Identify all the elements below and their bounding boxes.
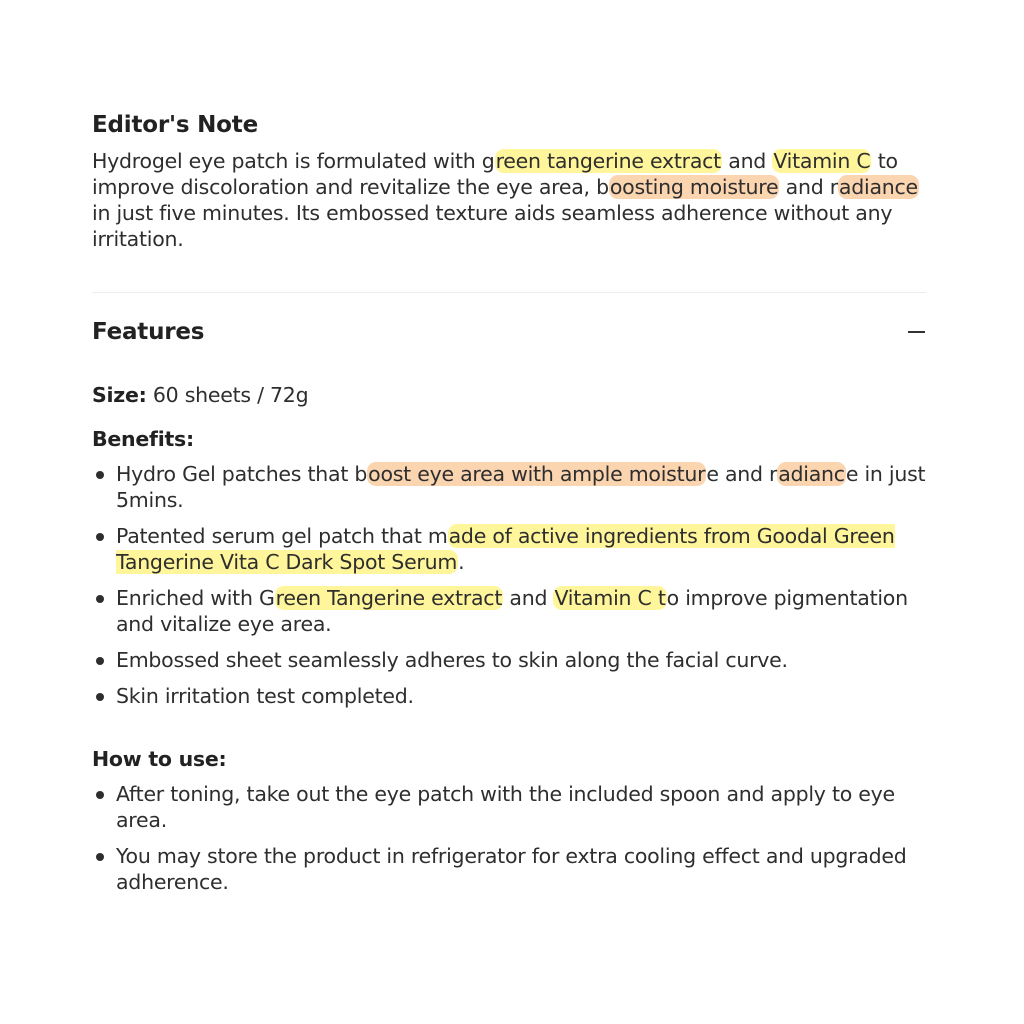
bullet-icon: [96, 533, 104, 541]
text-segment: Hydro Gel patches that b: [116, 462, 368, 486]
product-description: [92, 112, 926, 905]
text-segment: and r: [779, 175, 838, 199]
benefit-item: [92, 683, 926, 709]
size-label: Size:: [92, 383, 147, 407]
minus-icon[interactable]: [906, 322, 926, 342]
features-title: Features: [92, 319, 205, 345]
text-segment: and: [503, 586, 554, 610]
section-divider: [92, 292, 926, 293]
how-to-use-item: [92, 843, 926, 895]
text-segment: Enriched with G: [116, 586, 275, 610]
benefit-item: [92, 585, 926, 637]
text-segment: Patented serum gel patch that m: [116, 524, 448, 548]
benefit-item: [92, 523, 926, 575]
size-value: 60 sheets / 72g: [146, 383, 309, 407]
size-line: [92, 383, 926, 407]
highlighted-text: reen tangerine extract: [495, 149, 721, 173]
text-segment: in just five minutes. Its embossed texture aids seamless adherence without any irritation.: [92, 201, 893, 251]
how-to-use-list: [92, 781, 926, 895]
editor-note-title: Editor's Note: [92, 112, 258, 138]
bullet-icon: [96, 595, 104, 603]
text-segment: Embossed sheet seamlessly adheres to skin along the facial curve.: [116, 648, 788, 672]
benefits-label: Benefits:: [92, 427, 194, 451]
bullet-icon: [96, 657, 104, 665]
text-segment: e and r: [706, 462, 778, 486]
text-segment: and: [721, 149, 773, 173]
text-segment: o improve pigmentation and vitalize eye area.: [116, 586, 908, 636]
benefit-item: [92, 647, 926, 673]
text-segment: to improve discoloration and revitalize the eye area, b: [92, 149, 898, 199]
text-segment: e in just 5mins.: [116, 462, 926, 512]
text-segment: Hydrogel eye patch is formulated with g: [92, 149, 495, 173]
bullet-icon: [96, 791, 104, 799]
editor-note-body: [92, 148, 926, 252]
text-segment: Skin irritation test completed.: [116, 684, 414, 708]
how-to-use-text: You may store the product in refrigerator for extra cooling effect and upgraded adherence.: [116, 844, 907, 894]
how-to-use-item: [92, 781, 926, 833]
bullet-icon: [96, 693, 104, 701]
highlighted-text: adiance: [838, 175, 918, 199]
benefits-list: [92, 461, 926, 709]
bullet-icon: [96, 471, 104, 479]
text-segment: .: [458, 550, 465, 574]
highlighted-text: oost eye area with ample moistur: [368, 462, 706, 486]
highlighted-text: ade of active ingredients from Goodal Green Tangerine Vita C Dark Spot Serum: [116, 524, 895, 574]
highlighted-text: reen Tangerine extract: [275, 586, 503, 610]
benefit-item: [92, 461, 926, 513]
features-header[interactable]: [92, 317, 926, 347]
highlighted-text: Vitamin C t: [554, 586, 666, 610]
highlighted-text: adianc: [778, 462, 845, 486]
bullet-icon: [96, 853, 104, 861]
how-to-use-label: How to use:: [92, 747, 227, 771]
highlighted-text: Vitamin C: [773, 149, 871, 173]
how-to-use-text: After toning, take out the eye patch with the included spoon and apply to eye area.: [116, 782, 895, 832]
highlighted-text: oosting moisture: [609, 175, 779, 199]
